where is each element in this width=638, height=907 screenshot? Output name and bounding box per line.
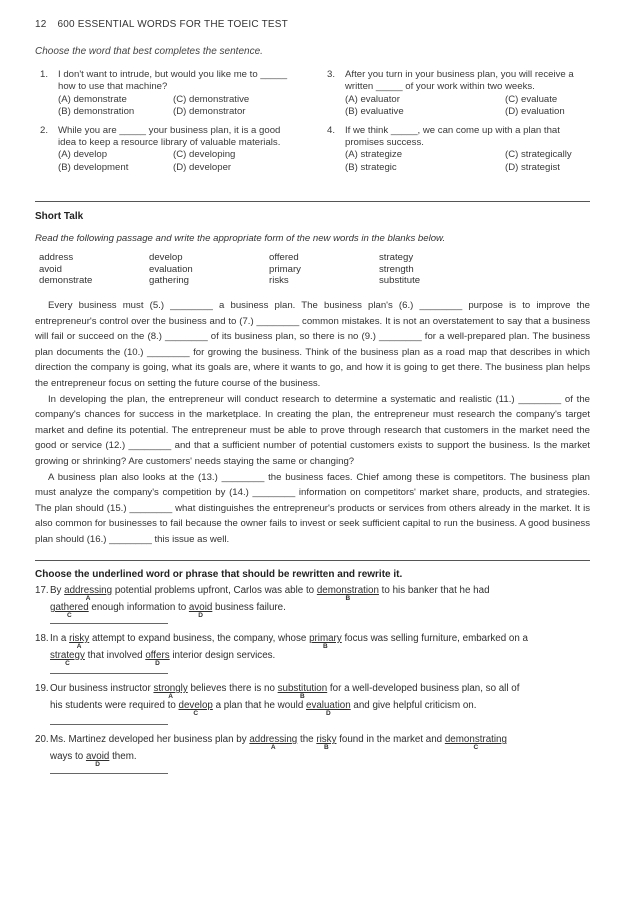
page-header [35,19,288,30]
answer-line[interactable] [50,773,168,774]
question-stem: After you turn in your business plan, you will receive a written _____ of your work within two weeks. [345,69,574,93]
option[interactable]: (B) demonstration [58,106,135,118]
question-text: Our business instructor strongly A believes there is no substitution B for a well-developed business plan, so all of his students were required to develop C a plan that he would evaluation D and give helpful criticism on. [50,683,520,717]
mc-question-1 [40,69,300,119]
underlined-option-b[interactable]: primary B [309,633,342,650]
underlined-option-c[interactable]: demonstrating C [444,734,507,751]
passage-paragraph: In developing the plan, the entrepreneur will conduct research to determine a systematic and realistic (11.) ________ of the company's chances for success in the marketplace. In creating the plan, the entrepreneur must research the company's target market and define its potential. The entrepreneur must be able to prove through research that customers in the market need the good or service (12.) ________ and that a sufficient number of potential customers exists to support the business. Is the market growing or shrinking? Are customers' needs staying the same or changing? [35,393,590,467]
word-bank-item: substitute [379,275,421,287]
option[interactable]: (B) development [58,161,129,173]
word-bank-item: primary [269,263,301,275]
question-stem: I don't want to intrude, but would you like me to _____ how to use that machine? [58,69,288,93]
question-number: 4. [327,124,336,136]
short-talk-instruction: Read the following passage and write the appropriate form of the new words in the blanks below. [35,233,446,244]
underlined-option-a[interactable]: strongly A [153,683,188,700]
mc-instruction: Choose the word that best completes the sentence. [35,46,263,57]
answer-line[interactable] [50,623,168,624]
error-question-20 [35,733,595,768]
option[interactable]: (D) evaluation [505,106,565,118]
word-bank-item: develop [149,252,183,263]
short-talk-title: Short Talk [35,211,84,222]
underlined-option-a[interactable]: risky A [69,633,90,650]
option[interactable]: (C) evaluate [505,93,558,105]
answer-line[interactable] [50,673,168,674]
short-talk-passage [35,298,590,548]
page-number: 12 [35,19,47,30]
option[interactable]: (C) developing [173,149,236,161]
passage-paragraph: Every business must (5.) ________ a business plan. The business plan's (6.) ________ purpose is to improve the entrepreneur's control over the business and to (7.) ________ common mistakes. It is not an overstatement to say that a business will fail or succeed on the (8.) ________ of its business plan, so there is no (9.) ________ for a well-prepared plan. The business plan documents the (10.) ________ for growing the business. Think of the business plan as a road map that describes in which direction the company is going, what its goals are, where it wants to go, and how it is going to get there. The business plan helps the entrepreneur focus on setting the future course of the business. [35,300,590,389]
option[interactable]: (A) demonstrate [58,93,127,105]
question-stem: If we think _____, we can come up with a plan that promises success. [345,124,560,149]
section-divider [35,560,590,561]
option[interactable]: (D) demonstrator [173,106,246,118]
word-bank-item: gathering [149,275,190,287]
mc-question-3 [327,69,597,119]
underlined-option-d[interactable]: avoid D [85,751,110,768]
passage-paragraph: A business plan also looks at the (13.) ________ the business faces. Chief among these is competitors. The business plan must analyze the company's competition by (14.) ________ information on competitors' market share, products, and strategies. The plan should (15.) ________ what distinguishes the entrepreneur's products or services from others already in the market. It is also common for businesses to fail because the owner fails to invest or seek sufficient capital to run the business. A good business plan should (16.) ________ this issue as well. [35,471,590,545]
word-bank-item: demonstrate [39,275,93,287]
underlined-option-c[interactable]: strategy C [50,650,85,667]
question-number: 17. [35,585,49,596]
word-bank-item: strategy [379,252,414,263]
option[interactable]: (B) evaluative [345,106,404,118]
mc-column-right [327,69,597,180]
underlined-option-b[interactable]: demonstration B [316,585,379,602]
error-section-title: Choose the underlined word or phrase that should be rewritten and rewrite it. [35,569,403,580]
question-number: 1. [40,69,49,80]
options [58,94,300,119]
word-bank-item: avoid [39,263,62,275]
underlined-option-b[interactable]: risky B [316,734,337,751]
underlined-option-d[interactable]: evaluation D [306,700,351,717]
underlined-option-d[interactable]: offers D [145,650,170,667]
word-bank-item: offered [269,252,299,263]
mc-question-4 [327,125,597,175]
underlined-option-b[interactable]: substitution B [277,683,328,700]
option[interactable]: (A) evaluator [345,93,400,105]
word-bank-item: evaluation [149,263,193,275]
underlined-option-a[interactable]: addressing A [64,585,113,602]
mc-question-2 [40,125,300,175]
underlined-option-c[interactable]: gathered C [50,602,89,619]
book-title: 600 ESSENTIAL WORDS FOR THE TOEIC TEST [57,19,288,30]
option[interactable]: (B) strategic [345,161,397,173]
underlined-option-c[interactable]: develop C [178,700,213,717]
underlined-option-a[interactable]: addressing A [249,734,298,751]
question-number: 2. [40,124,49,136]
option[interactable]: (D) strategist [505,161,560,173]
options [58,149,300,174]
word-bank-item: strength [379,263,414,275]
word-bank [39,252,459,287]
answer-line[interactable] [50,724,168,725]
question-number: 20. [35,734,49,745]
options [345,149,597,174]
question-text: By addressing A potential problems upfront, Carlos was able to demonstration B to his banker that he had gathered C enough information to avoid D business failure. [50,585,490,619]
question-text: Ms. Martinez developed her business plan by addressing A the risky B found in the market and demonstrating C ways to avoid D them. [50,734,507,768]
error-question-19 [35,682,595,717]
question-number: 18. [35,633,49,644]
question-number: 3. [327,69,336,80]
underlined-option-d[interactable]: avoid D [188,602,213,619]
option[interactable]: (A) strategize [345,149,403,161]
question-number: 19. [35,683,49,694]
option[interactable]: (C) demonstrative [173,93,250,105]
word-bank-item: risks [269,275,289,287]
word-bank-item: address [39,252,74,263]
options [345,94,597,119]
option[interactable]: (A) develop [58,149,108,161]
mc-column-left [40,69,300,180]
option[interactable]: (C) strategically [505,149,572,161]
question-text: In a risky A attempt to expand business, the company, whose primary B focus was selling furniture, embarked on a strategy C that involved offers D interior design services. [50,633,528,667]
section-divider [35,201,590,202]
error-question-18 [35,632,595,667]
error-question-17 [35,584,595,619]
option[interactable]: (D) developer [173,161,232,173]
question-stem: While you are _____ your business plan, it is a good idea to keep a resource library of valuable materials. [58,124,281,149]
